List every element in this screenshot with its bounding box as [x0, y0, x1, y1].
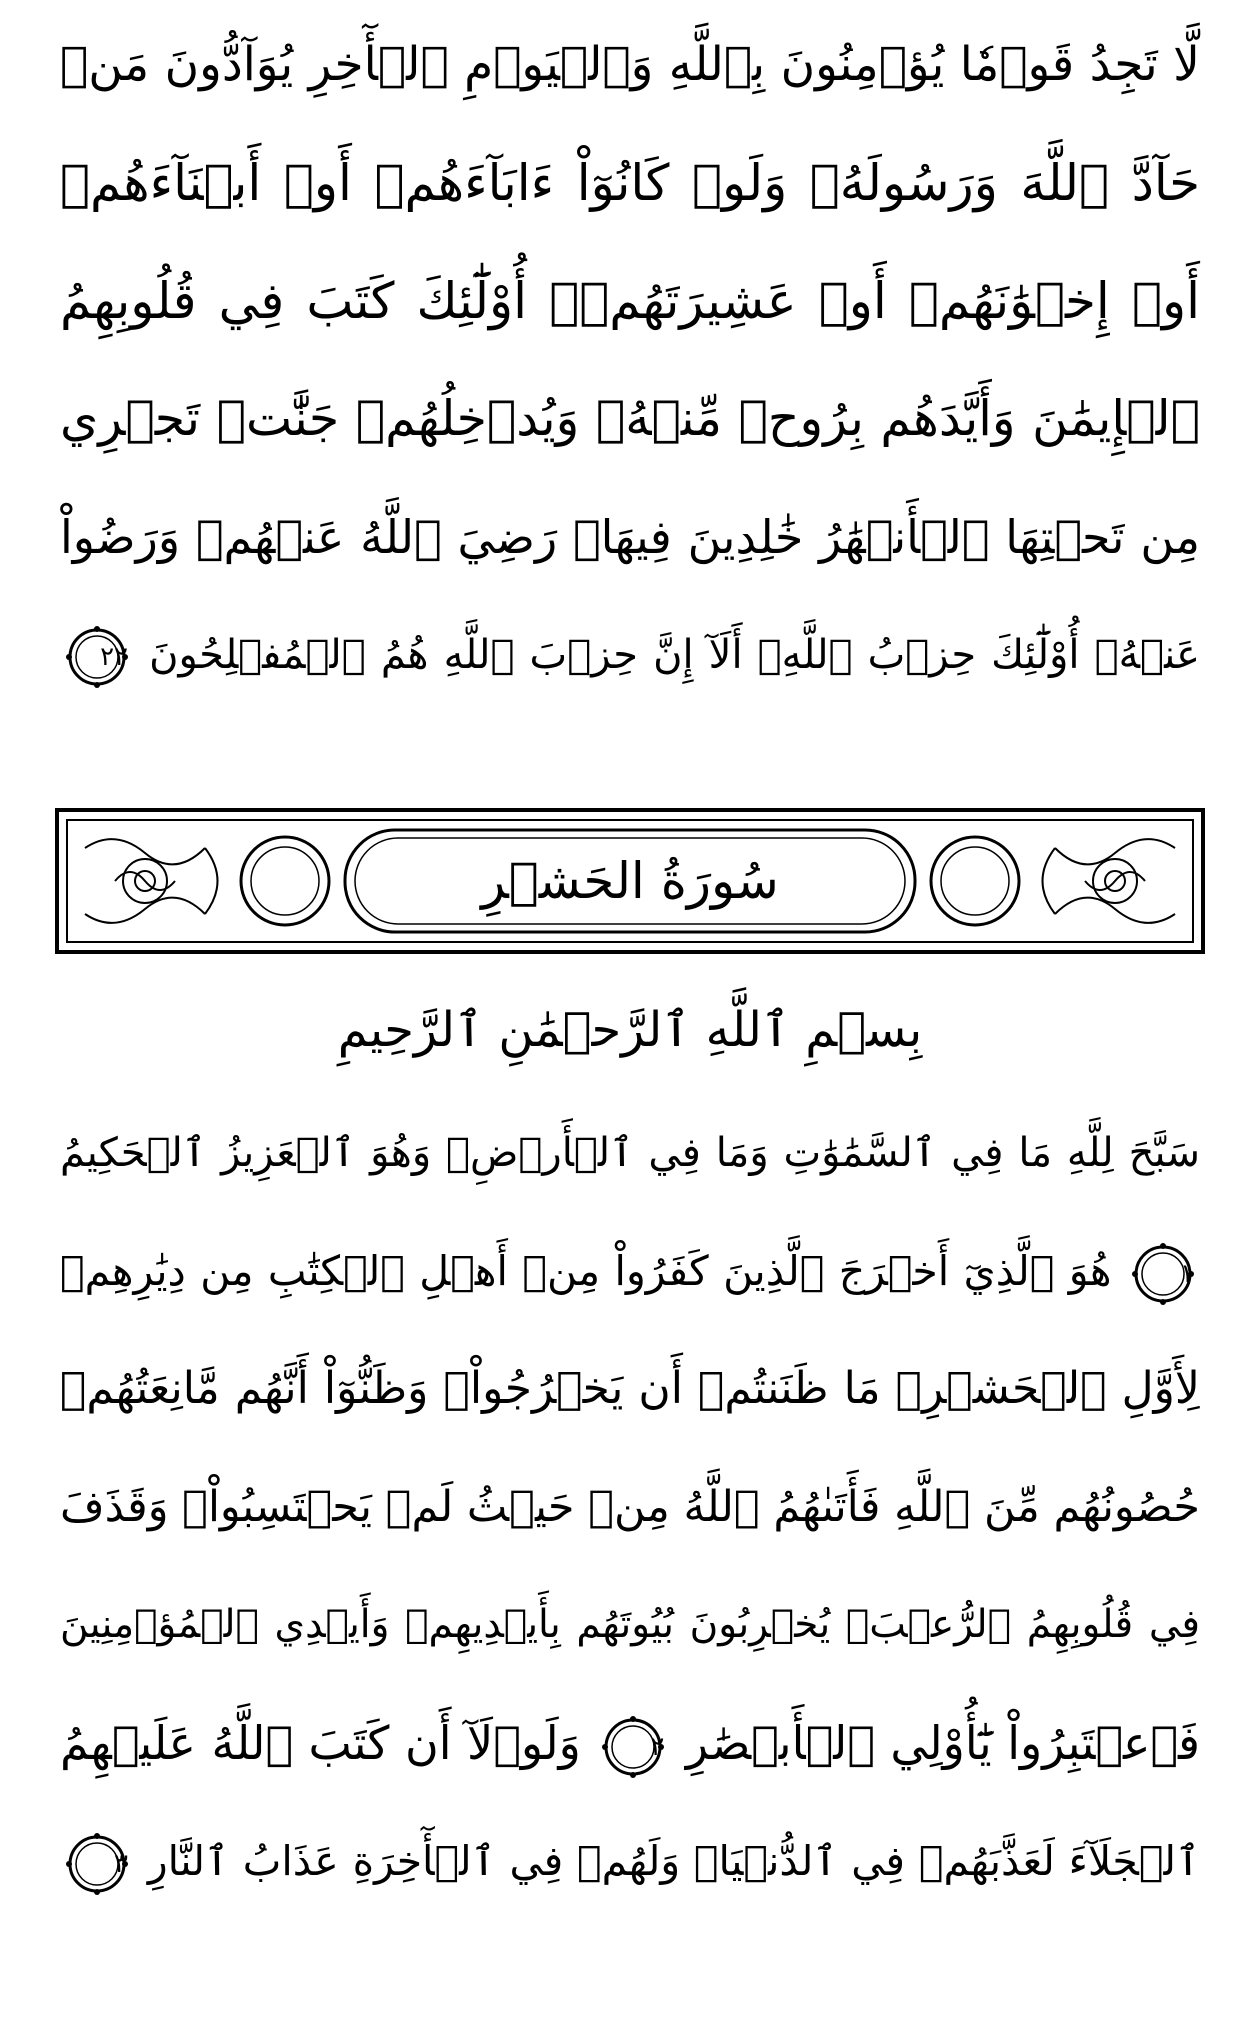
verse-text: حَآدَّ ٱللَّهَ وَرَسُولَهُۥ وَلَوۡ كَانُوٓاْ ءَابَآءَهُمۡ أَوۡ أَبۡنَآءَهُمۡ: [60, 154, 1200, 212]
verse-line: [60, 1334, 1200, 1444]
verse-text: أَوۡ إِخۡوَٰنَهُمۡ أَوۡ عَشِيرَتَهُمۡۚ أُوْلَٰٓئِكَ كَتَبَ فِي قُلُوبِهِمُ: [60, 272, 1200, 330]
verse-text: لِأَوَّلِ ٱلۡحَشۡرِۚ مَا ظَنَنتُمۡ أَن يَخۡرُجُواْۖ وَظَنُّوٓاْ أَنَّهُم مَّانِعَتُهُمۡ: [60, 1363, 1200, 1414]
verse-line: [60, 600, 1200, 710]
ayah-number: ٣: [114, 1849, 128, 1879]
ayah-number: ١: [1180, 1259, 1194, 1289]
verse-text: هُوَ ٱلَّذِيٓ أَخۡرَجَ ٱلَّذِينَ كَفَرُواْ مِنۡ أَهۡلِ ٱلۡكِتَٰبِ مِن دِيَٰرِهِمۡ: [60, 1247, 1112, 1295]
verse-text: حُصُونُهُم مِّنَ ٱللَّهِ فَأَتَىٰهُمُ ٱللَّهُ مِنۡ حَيۡثُ لَمۡ يَحۡتَسِبُواْۖ وَقَذَفَ: [60, 1482, 1200, 1532]
verse-text: ٱلۡجَلَآءَ لَعَذَّبَهُمۡ فِي ٱلدُّنۡيَاۖ وَلَهُمۡ فِي ٱلۡأٓخِرَةِ عَذَابُ ٱلنَّارِ: [147, 1837, 1200, 1885]
ayah-number-marker: [66, 1833, 128, 1895]
verse-line: [60, 246, 1200, 356]
ayah-number: ٢٢: [100, 642, 128, 672]
verse-line: [60, 364, 1200, 474]
verse-line: [60, 1098, 1200, 1208]
verse-line: [60, 1688, 1200, 1798]
verse-text: عَنۡهُۚ أُوْلَٰٓئِكَ حِزۡبُ ٱللَّهِۚ أَلَآ إِنَّ حِزۡبَ ٱللَّهِ هُمُ ٱلۡمُفۡلِحُونَ: [149, 632, 1200, 678]
verse-text: لَّا تَجِدُ قَوۡمٗا يُؤۡمِنُونَ بِٱللَّهِ وَٱلۡيَوۡمِ ٱلۡأٓخِرِ يُوَآدُّونَ مَنۡ: [60, 37, 1200, 92]
verse-text: ٱلۡإِيمَٰنَ وَأَيَّدَهُم بِرُوحٖ مِّنۡهُۖ وَيُدۡخِلُهُمۡ جَنَّٰتٖ تَجۡرِي: [60, 390, 1200, 447]
surah-title: سُورَةُ الحَشۡرِ: [481, 852, 779, 910]
verse-line: [60, 1806, 1200, 1916]
ayah-number-marker: [602, 1716, 664, 1778]
verse-line: [60, 482, 1200, 592]
verse-line: [60, 1452, 1200, 1562]
ayah-number-marker: [1132, 1243, 1194, 1305]
verse-line: [60, 128, 1200, 238]
verse-text: وَلَوۡلَآ أَن كَتَبَ ٱللَّهُ عَلَيۡهِمُ: [60, 1716, 581, 1770]
verse-text: فِي قُلُوبِهِمُ ٱلرُّعۡبَۚ يُخۡرِبُونَ بُيُوتَهُم بِأَيۡدِيهِمۡ وَأَيۡدِي ٱلۡمُؤۡمِنِينَ: [60, 1602, 1200, 1647]
ayah-number: ٢: [650, 1731, 665, 1762]
verse-line: [60, 10, 1200, 120]
verse-line: [60, 1216, 1200, 1326]
ayah-number-marker: [66, 626, 128, 688]
verse-line: [60, 1570, 1200, 1680]
verse-text: مِن تَحۡتِهَا ٱلۡأَنۡهَٰرُ خَٰلِدِينَ فِيهَاۚ رَضِيَ ٱللَّهُ عَنۡهُمۡ وَرَضُواْ: [60, 510, 1200, 564]
surah-header-banner: [55, 808, 1205, 954]
basmala: بِسۡمِ ٱللَّهِ ٱلرَّحۡمَٰنِ ٱلرَّحِيمِ: [337, 1002, 923, 1058]
verse-text: فَٱعۡتَبِرُواْ يَٰٓأُوْلِي ٱلۡأَبۡصَٰرِ: [685, 1716, 1200, 1770]
verse-text: سَبَّحَ لِلَّهِ مَا فِي ٱلسَّمَٰوَٰتِ وَمَا فِي ٱلۡأَرۡضِۖ وَهُوَ ٱلۡعَزِيزُ ٱلۡحَكِيمُ: [60, 1130, 1200, 1176]
